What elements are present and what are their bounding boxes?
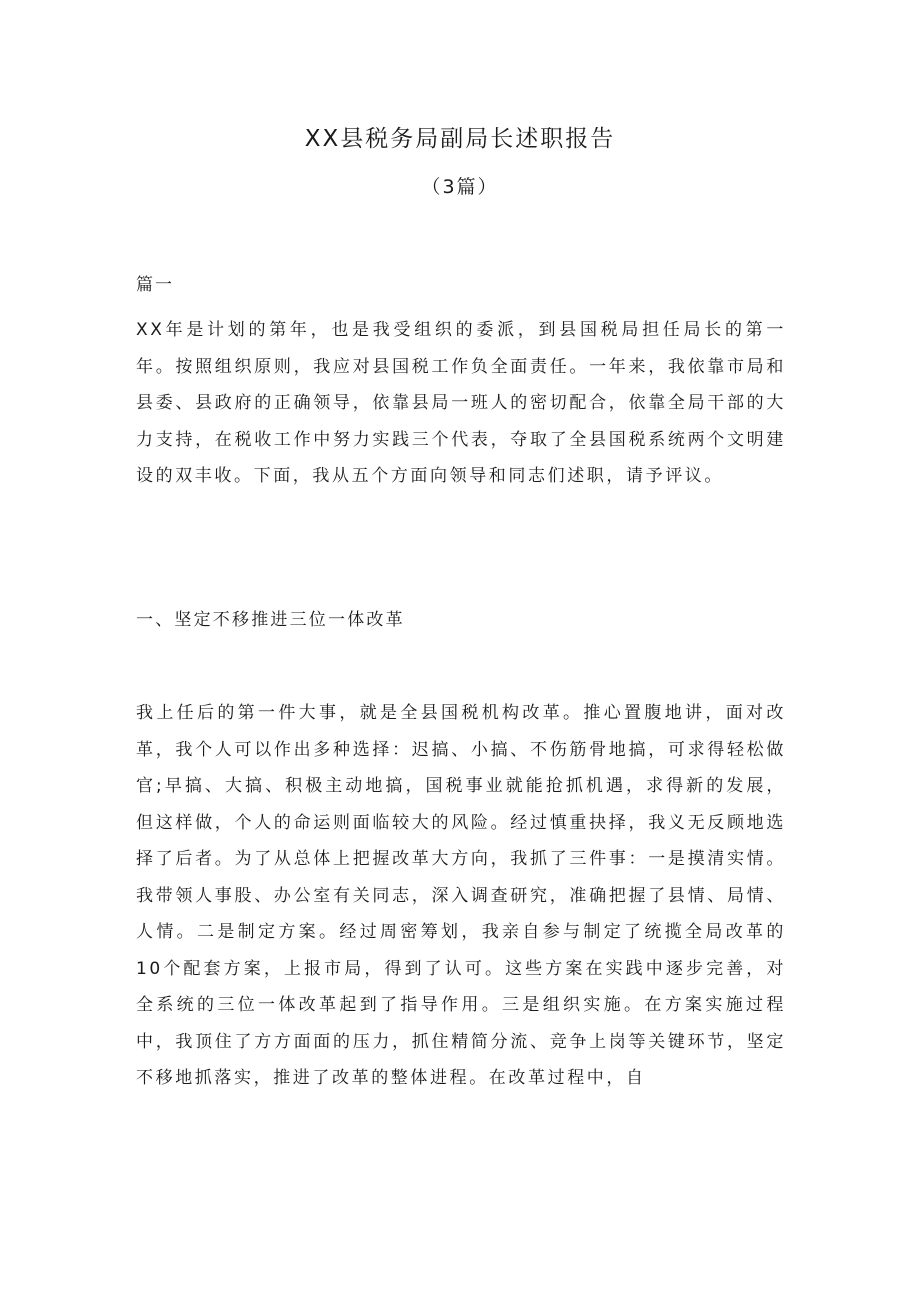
document-subtitle: （3篇） — [421, 176, 499, 198]
document-title: XX县税务局副局长述职报告 — [304, 126, 616, 152]
section-heading: 一、坚定不移推进三位一体改革 — [136, 610, 405, 630]
paragraph-intro: XX年是计划的第年，也是我受组织的委派，到县国税局担任局长的第一年。按照组织原则，我应对县国税工作负全面责任。一年来，我依靠市局和县委、县政府的正确领导，依靠县局一班人的密切配合，依靠全局干部的大力支持，在税收工作中努力实践三个代表，夺取了全县国税系统两个文明建设的双丰收。下面，我从五个方面向领导和同志们述职，请予评议。 — [136, 320, 786, 486]
paragraph-reform: 我上任后的第一件大事，就是全县国税机构改革。推心置腹地讲，面对改革，我个人可以作出多种选择：迟搞、小搞、不伤筋骨地搞，可求得轻松做官;早搞、大搞、积极主动地搞，国税事业就能抢抓机遇，求得新的发展，但这样做，个人的命运则面临较大的风险。经过慎重抉择，我义无反顾地选择了后者。为了从总体上把握改革大方向，我抓了三件事：一是摸清实情。我带领人事股、办公室有关同志，深入调查研究，准确把握了县情、局情、人情。二是制定方案。经过周密筹划，我亲自参与制定了统揽全局改革的10个配套方案，上报市局，得到了认可。这些方案在实践中逐步完善，对全系统的三位一体改革起到了指导作用。三是组织实施。在方案实施过程中，我顶住了方方面面的压力，抓住精简分流、竞争上岗等关键环节，坚定不移地抓落实，推进了改革的整体进程。在改革过程中，自 — [136, 703, 786, 1088]
section-label: 篇一 — [136, 275, 174, 295]
